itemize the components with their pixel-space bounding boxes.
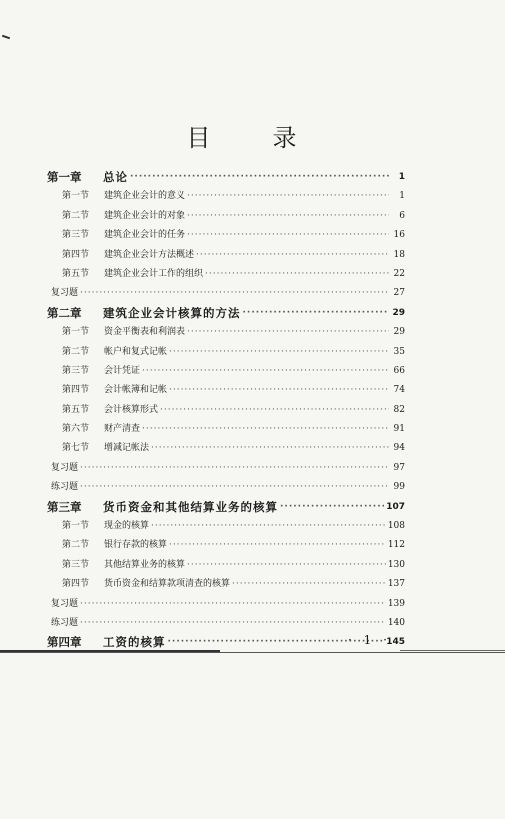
toc-entry-label: 工资的核算 <box>103 635 166 650</box>
toc-entry-number: 第一节 <box>62 191 90 202</box>
toc-entry-page: 22 <box>393 268 405 279</box>
toc-entry-number: 第二节 <box>62 346 90 357</box>
toc-entry-page: 18 <box>393 249 405 260</box>
dot-leader <box>80 478 389 497</box>
toc-entry-chapter <box>47 168 405 187</box>
toc-entry-number: 第四节 <box>62 249 90 260</box>
toc-entry-label: 其他结算业务的核算 <box>104 559 186 570</box>
toc-entry-page: 16 <box>393 230 405 241</box>
toc-entry-section <box>47 517 405 536</box>
toc-entry-section <box>47 246 405 265</box>
toc-entry-section <box>47 187 405 206</box>
toc-entry-label: 增减记帐法 <box>104 443 150 454</box>
toc-entry-number: 第三节 <box>62 559 90 570</box>
toc-entry-number: 第三节 <box>62 230 90 241</box>
toc-entry-section <box>47 556 405 575</box>
toc-entry-page: 1 <box>399 191 405 202</box>
dot-leader <box>142 420 389 439</box>
dot-leader <box>187 323 389 342</box>
table-of-contents <box>47 168 405 653</box>
toc-entry-misc <box>47 614 405 633</box>
dot-leader <box>232 575 386 594</box>
toc-entry-number: 第五节 <box>62 404 90 415</box>
toc-entry-page: 137 <box>387 579 405 590</box>
toc-entry-label: 建筑企业会计的意义 <box>104 191 186 202</box>
scan-mark <box>2 35 10 40</box>
toc-entry-section <box>47 323 405 342</box>
toc-entry-page: 107 <box>386 501 405 512</box>
toc-entry-label: 练习题 <box>51 482 79 493</box>
dot-leader <box>169 536 386 555</box>
toc-entry-section <box>47 343 405 362</box>
toc-entry-number: 第四节 <box>62 385 90 396</box>
dot-leader <box>187 226 389 245</box>
dot-leader <box>142 362 389 381</box>
toc-entry-page: 29 <box>392 307 405 318</box>
toc-entry-page: 145 <box>386 637 405 648</box>
toc-entry-label: 建筑企业会计工作的组织 <box>104 268 204 279</box>
footer-rule-right <box>400 650 505 651</box>
dot-leader <box>187 187 389 206</box>
toc-entry-section <box>47 420 405 439</box>
toc-entry-chapter <box>47 304 405 323</box>
toc-entry-number: 第三节 <box>62 365 90 376</box>
toc-entry-page: 140 <box>387 617 405 628</box>
toc-entry-section <box>47 207 405 226</box>
toc-entry-label: 现金的核算 <box>104 521 150 532</box>
dot-leader <box>151 517 386 536</box>
toc-entry-number: 第一章 <box>47 169 82 184</box>
toc-entry-page: 27 <box>393 288 405 299</box>
toc-entry-number: 第五节 <box>62 268 90 279</box>
toc-entry-page: 74 <box>393 385 405 396</box>
footer-rule <box>0 652 505 653</box>
dot-leader <box>205 265 389 284</box>
dot-leader <box>243 304 390 323</box>
dot-leader <box>151 439 389 458</box>
toc-entry-number: 第一节 <box>62 521 90 532</box>
toc-entry-number: 第二节 <box>62 540 90 551</box>
toc-entry-label: 财产清查 <box>104 424 141 435</box>
dot-leader <box>80 459 389 478</box>
toc-entry-label: 总论 <box>103 169 128 184</box>
toc-entry-label: 复习题 <box>51 288 79 299</box>
dot-leader <box>80 595 386 614</box>
toc-entry-page: 94 <box>393 443 405 454</box>
dot-leader <box>280 498 384 517</box>
dot-leader <box>187 207 389 226</box>
toc-entry-section <box>47 265 405 284</box>
toc-entry-number: 第四节 <box>62 579 90 590</box>
toc-entry-page: 1 <box>398 171 405 182</box>
toc-entry-page: 97 <box>393 462 405 473</box>
toc-entry-section <box>47 362 405 381</box>
toc-entry-misc <box>47 284 405 303</box>
dot-leader <box>187 556 386 575</box>
toc-entry-page: 66 <box>393 365 405 376</box>
toc-entry-label: 会计帐簿和记帐 <box>104 385 168 396</box>
toc-entry-label: 建筑企业会计的任务 <box>104 230 186 241</box>
toc-entry-label: 会计核算形式 <box>104 404 159 415</box>
toc-entry-page: 108 <box>387 521 405 532</box>
toc-entry-number: 第二章 <box>47 305 82 320</box>
dot-leader <box>169 381 389 400</box>
toc-entry-label: 建筑企业会计核算的方法 <box>103 305 241 320</box>
toc-entry-page: 35 <box>393 346 405 357</box>
toc-entry-page: 82 <box>393 404 405 415</box>
toc-entry-page: 112 <box>387 540 405 551</box>
toc-entry-label: 建筑企业会计的对象 <box>104 210 186 221</box>
toc-entry-section <box>47 401 405 420</box>
toc-entry-label: 复习题 <box>51 462 79 473</box>
toc-entry-number: 第三章 <box>47 499 82 514</box>
dot-leader <box>80 614 386 633</box>
page-title: 目录 <box>186 124 359 152</box>
toc-entry-page: 29 <box>393 327 405 338</box>
toc-entry-section <box>47 439 405 458</box>
dot-leader <box>130 168 389 187</box>
toc-entry-number: 第六节 <box>62 424 90 435</box>
toc-entry-section <box>47 226 405 245</box>
toc-entry-label: 建筑企业会计方法概述 <box>104 249 195 260</box>
dot-leader <box>80 284 389 303</box>
page-number: · 1 · <box>348 633 391 647</box>
toc-entry-number: 第一节 <box>62 327 90 338</box>
toc-entry-section <box>47 575 405 594</box>
toc-entry-page: 139 <box>387 598 405 609</box>
toc-entry-number: 第四章 <box>47 635 82 650</box>
toc-entry-number: 第二节 <box>62 210 90 221</box>
toc-entry-section <box>47 381 405 400</box>
toc-entry-misc <box>47 478 405 497</box>
toc-entry-label: 货币资金和结算款项清查的核算 <box>104 579 231 590</box>
toc-entry-misc <box>47 459 405 478</box>
toc-entry-chapter <box>47 498 405 517</box>
toc-entry-label: 复习题 <box>51 598 79 609</box>
toc-entry-misc <box>47 595 405 614</box>
toc-entry-section <box>47 536 405 555</box>
dot-leader <box>169 343 389 362</box>
toc-entry-page: 91 <box>393 424 405 435</box>
toc-entry-label: 会计凭证 <box>104 365 141 376</box>
toc-entry-label: 资金平衡表和利润表 <box>104 327 186 338</box>
toc-entry-label: 练习题 <box>51 617 79 628</box>
toc-entry-page: 6 <box>399 210 405 221</box>
toc-entry-page: 99 <box>393 482 405 493</box>
dot-leader <box>160 401 389 420</box>
toc-entry-label: 银行存款的核算 <box>104 540 168 551</box>
dot-leader <box>196 246 389 265</box>
toc-entry-label: 帐户和复式记帐 <box>104 346 168 357</box>
toc-entry-label: 货币资金和其他结算业务的核算 <box>103 499 278 514</box>
toc-entry-number: 第七节 <box>62 443 90 454</box>
toc-entry-page: 130 <box>387 559 405 570</box>
